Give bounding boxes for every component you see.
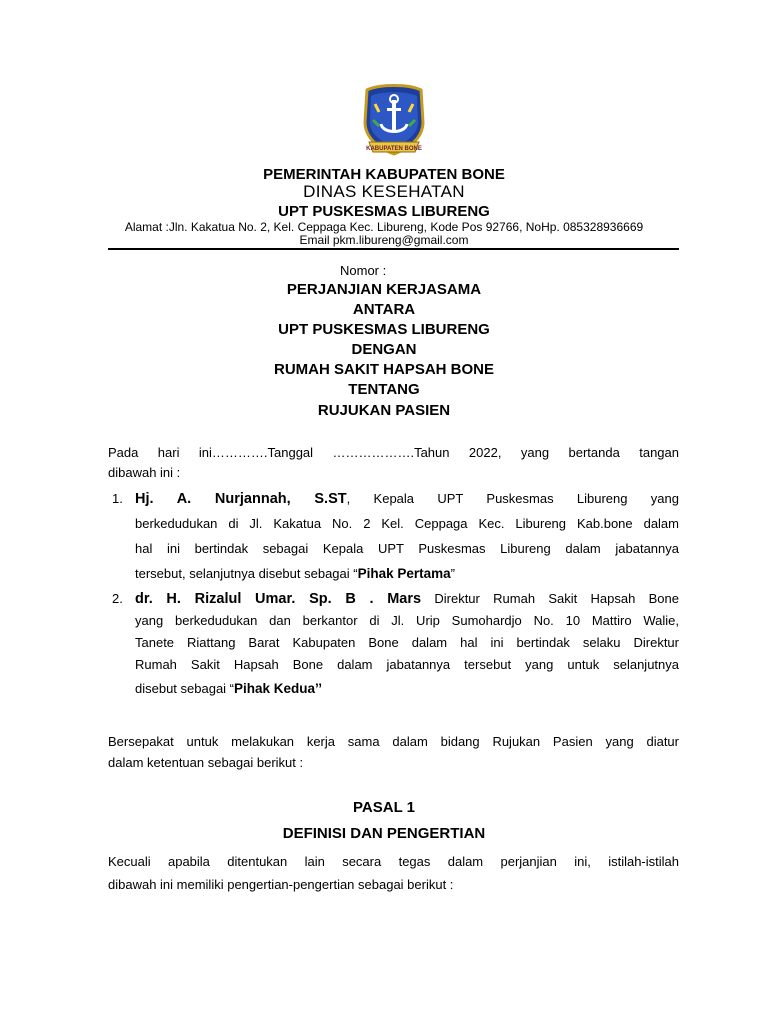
pasal-line-1: Kecuali apabila ditentukan lain secara tegas dalam perjanjian ini, istilah-istilah [108,854,679,869]
title-line-1: PERJANJIAN KERJASAMA [286,281,482,298]
title-line-5: RUMAH SAKIT HAPSAH BONE [273,361,494,378]
title-line-4: DENGAN [351,341,417,358]
party-2-line-2: yang berkedudukan dan berkantor di Jl. Urip Sumohardjo No. 10 Mattiro Walie, [135,613,679,628]
letterhead-divider [108,248,679,250]
party-2-line-3: Tanete Riattang Barat Kabupaten Bone dalam hal ini bertindak selaku Direktur [135,635,679,650]
title-line-3: UPT PUSKESMAS LIBURENG [278,321,490,338]
opening-line-1: Pada hari ini………….Tanggal ……………….Tahun 2022, yang bertanda tangan [108,445,679,460]
party-2-name: dr. H. Rizalul Umar. Sp. B . Mars [135,591,422,607]
opening-line-2: dibawah ini : [108,465,181,480]
opening-paragraph [108,443,679,483]
title-line-7: RUJUKAN PASIEN [317,402,451,419]
address: Alamat :Jln. Kakatua No. 2, Kel. Ceppaga Kec. Libureng, Kode Pos 92766, NoHp. 085328936669 [124,220,644,234]
agreement-line-1: Bersepakat untuk melakukan kerja sama dalam bidang Rujukan Pasien yang diatur [108,734,679,749]
party-1-closing-quote: ” [450,566,455,581]
government-name: PEMERINTAH KABUPATEN BONE [263,166,505,183]
party-2-line-1: Direktur Rumah Sakit Hapsah Bone [421,591,679,606]
party-1-line-4: tersebut, selanjutnya disebut sebagai “ [135,566,358,581]
party-1-label: Pihak Pertama [357,566,451,581]
agreement-line-2: dalam ketentuan sebagai berikut : [108,755,304,770]
party-2-number: 2. [112,591,123,606]
party-1-line-1: , Kepala UPT Puskesmas Libureng yang [346,491,679,506]
pasal-line-2: dibawah ini memiliki pengertian-pengertian sebagai berikut : [108,877,454,892]
title-line-6: TENTANG [348,381,420,398]
party-2-label: Pihak Kedua’’ [234,681,323,696]
svg-text:KABUPATEN BONE: KABUPATEN BONE [366,146,422,152]
unit-name: UPT PUSKESMAS LIBURENG [278,203,490,220]
pasal-number: PASAL 1 [353,799,415,816]
pasal-heading: DEFINISI DAN PENGERTIAN [282,825,486,842]
party-1-number: 1. [112,491,123,506]
party-1-line-2: berkedudukan di Jl. Kakatua No. 2 Kel. Ceppaga Kec. Libureng Kab.bone dalam [135,516,679,531]
party-1-name: Hj. A. Nurjannah, S.ST [135,491,347,507]
agency-name: DINAS KESEHATAN [303,182,465,201]
agreement-paragraph [108,731,679,773]
pasal-paragraph [108,850,679,896]
title-line-2: ANTARA [352,301,416,318]
party-1-line-3: hal ini bertindak sebagai Kepala UPT Puskesmas Libureng dalam jabatannya [135,541,679,556]
email: Email pkm.libureng@gmail.com [299,233,469,247]
party-2-line-5: disebut sebagai “ [135,681,235,696]
nomor-label: Nomor : [340,263,387,278]
party-2-line-4: Rumah Sakit Hapsah Bone dalam jabatannya tersebut yang untuk selanjutnya [135,657,679,672]
kabupaten-bone-emblem-icon [361,82,427,158]
